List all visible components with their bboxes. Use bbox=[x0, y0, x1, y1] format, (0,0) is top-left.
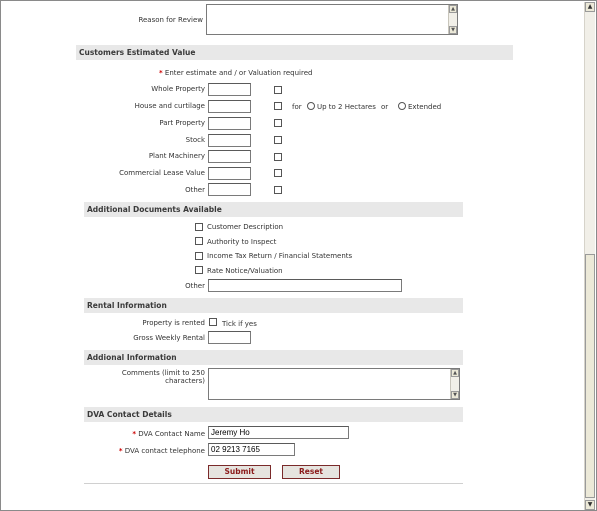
page-scrollbar[interactable] bbox=[584, 2, 595, 510]
scroll-up-icon[interactable]: ▲ bbox=[451, 369, 459, 377]
authority-inspect-label: Authority to Inspect bbox=[207, 238, 277, 246]
plant-machinery-label: Plant Machinery bbox=[148, 152, 205, 160]
dva-contact-phone-label bbox=[101, 447, 205, 455]
comments-label bbox=[101, 369, 205, 385]
scroll-down-icon[interactable]: ▼ bbox=[449, 26, 457, 34]
weekly-rental-label: Gross Weekly Rental bbox=[133, 334, 205, 342]
property-rented-checkbox[interactable] bbox=[209, 318, 217, 326]
reason-label: Reason for Review bbox=[138, 16, 203, 24]
part-property-label: Part Property bbox=[159, 119, 205, 127]
income-tax-label: Income Tax Return / Financial Statements bbox=[207, 252, 353, 260]
up-to-2-hectares-radio[interactable] bbox=[307, 102, 315, 110]
stock-label: Stock bbox=[185, 136, 205, 144]
part-property-input[interactable] bbox=[208, 117, 251, 130]
stock-checkbox[interactable] bbox=[274, 136, 282, 144]
documents-heading: Additional Documents Available bbox=[84, 202, 463, 217]
whole-property-label: Whole Property bbox=[151, 85, 205, 93]
comments-label-line-2: characters) bbox=[165, 377, 205, 385]
rate-notice-checkbox[interactable] bbox=[195, 266, 203, 274]
required-star: * bbox=[159, 69, 163, 77]
estimated-value-heading: Customers Estimated Value bbox=[76, 45, 513, 60]
scroll-up-icon[interactable]: ▲ bbox=[449, 5, 457, 13]
plant-machinery-input[interactable] bbox=[208, 150, 251, 163]
required-note-text: Enter estimate and / or Valuation required bbox=[164, 69, 313, 77]
reset-button[interactable]: Reset bbox=[282, 465, 340, 479]
for-label: for bbox=[292, 103, 302, 111]
customer-description-checkbox[interactable] bbox=[195, 223, 203, 231]
plant-machinery-checkbox[interactable] bbox=[274, 153, 282, 161]
rate-notice-label: Rate Notice/Valuation bbox=[207, 267, 283, 275]
stock-input[interactable] bbox=[208, 134, 251, 147]
house-curtilage-checkbox[interactable] bbox=[274, 102, 282, 110]
page-scroll-up-icon[interactable]: ▲ bbox=[585, 2, 595, 12]
dva-contact-name-input[interactable]: Jeremy Ho bbox=[208, 426, 349, 439]
commercial-lease-checkbox[interactable] bbox=[274, 169, 282, 177]
other-document-label: Other bbox=[185, 282, 205, 290]
reason-textarea[interactable] bbox=[206, 4, 458, 35]
comments-textarea-scrollbar[interactable] bbox=[450, 369, 459, 399]
required-star: * bbox=[118, 447, 123, 455]
extended-label: Extended bbox=[408, 103, 442, 111]
dva-contact-phone-text: DVA contact telephone bbox=[124, 447, 205, 455]
dva-contact-name-text: DVA Contact Name bbox=[138, 430, 205, 438]
additional-info-heading: Addional Information bbox=[84, 350, 463, 365]
submit-button[interactable]: Submit bbox=[208, 465, 271, 479]
other-value-label: Other bbox=[185, 186, 205, 194]
page-scroll-down-icon[interactable]: ▼ bbox=[585, 500, 595, 510]
form-content bbox=[1, 1, 586, 510]
commercial-lease-label: Commercial Lease Value bbox=[119, 169, 205, 177]
up-to-2-hectares-label: Up to 2 Hectares bbox=[317, 103, 376, 111]
dva-contact-phone-input[interactable]: 02 9213 7165 bbox=[208, 443, 295, 456]
income-tax-checkbox[interactable] bbox=[195, 252, 203, 260]
extended-radio[interactable] bbox=[398, 102, 406, 110]
other-value-checkbox[interactable] bbox=[274, 186, 282, 194]
comments-textarea[interactable] bbox=[208, 368, 460, 400]
customer-description-label: Customer Description bbox=[207, 223, 284, 231]
part-property-checkbox[interactable] bbox=[274, 119, 282, 127]
rental-heading: Rental Information bbox=[84, 298, 463, 313]
dva-contact-name-label bbox=[101, 430, 205, 438]
weekly-rental-input[interactable] bbox=[208, 331, 251, 344]
or-label: or bbox=[381, 103, 389, 111]
reason-textarea-scrollbar[interactable] bbox=[448, 5, 457, 34]
page-scroll-thumb[interactable] bbox=[585, 254, 595, 498]
required-star: * bbox=[132, 430, 137, 438]
other-document-input[interactable] bbox=[208, 279, 402, 292]
other-value-input[interactable] bbox=[208, 183, 251, 196]
whole-property-checkbox[interactable] bbox=[274, 86, 282, 94]
dva-contact-heading: DVA Contact Details bbox=[84, 407, 463, 422]
tick-if-yes-label: Tick if yes bbox=[222, 320, 257, 328]
commercial-lease-input[interactable] bbox=[208, 167, 251, 180]
scroll-down-icon[interactable]: ▼ bbox=[451, 391, 459, 399]
form-bottom-border bbox=[84, 483, 463, 484]
property-rented-label: Property is rented bbox=[142, 319, 205, 327]
whole-property-input[interactable] bbox=[208, 83, 251, 96]
required-note bbox=[159, 69, 312, 77]
comments-label-line-1: Comments (limit to 250 bbox=[121, 369, 205, 377]
house-curtilage-label: House and curtilage bbox=[134, 102, 205, 110]
house-curtilage-input[interactable] bbox=[208, 100, 251, 113]
authority-inspect-checkbox[interactable] bbox=[195, 237, 203, 245]
